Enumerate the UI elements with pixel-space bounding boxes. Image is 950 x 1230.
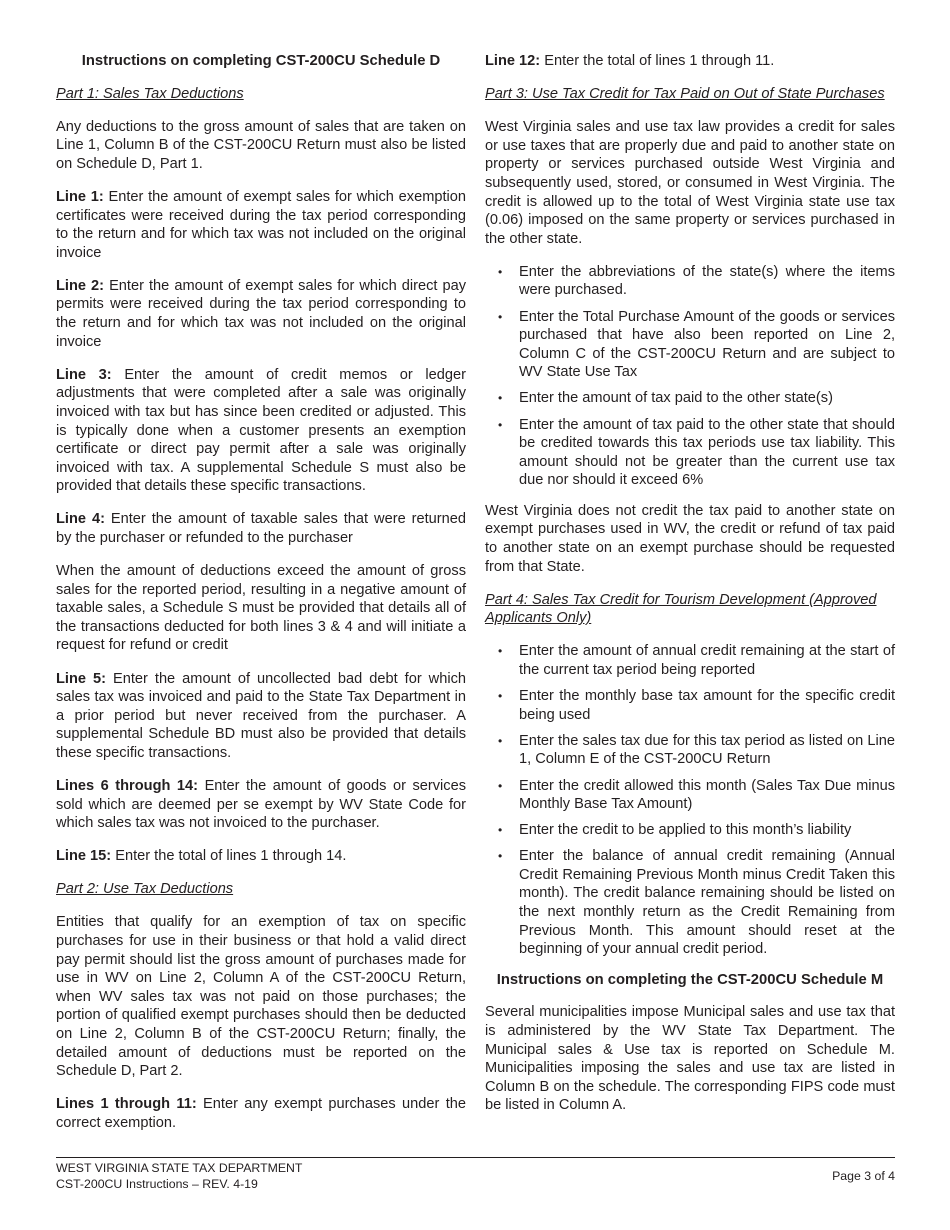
part2-title: Part 2: Use Tax Deductions xyxy=(56,881,234,898)
lines6-14-paragraph xyxy=(56,777,466,833)
line1-label: Line 1: xyxy=(56,188,104,205)
line5-label: Line 5: xyxy=(56,670,106,687)
line15-text: Enter the total of lines 1 through 14. xyxy=(115,848,347,865)
line1-paragraph xyxy=(56,188,466,262)
part3-note: West Virginia does not credit the tax paid to another state on exempt purchases used in WV, the credit or refund of tax paid to another state on an exempt purchase should be requested from that State. xyxy=(485,502,895,575)
line12-paragraph xyxy=(485,52,895,71)
list-item: • Enter the Total Purchase Amount of the goods or services purchased that have also been reported on Line 2, Column C of the CST-200CU Return and are subject to WV State Use Tax xyxy=(485,308,895,382)
line2-paragraph xyxy=(56,277,466,351)
list-item: • Enter the amount of tax paid to the other state(s) xyxy=(485,389,895,408)
part1-intro: Any deductions to the gross amount of sales that are taken on Line 1, Column B of the CST-200CU Return must also be listed on Schedule D, Part 1. xyxy=(56,118,466,172)
list-item: • Enter the amount of annual credit remaining at the start of the current tax period being reported xyxy=(485,642,895,679)
line12-label: Line 12: xyxy=(485,53,541,69)
list-item: • Enter the credit to be applied to this month’s liability xyxy=(485,821,895,840)
part2-intro: Entities that qualify for an exemption of tax on specific purchases for use in their business or that hold a valid direct pay permit should list the gross amount of purchases made for use in WV on Line 2, Column A of the CST-200CU Return, when WV sales tax was not paid on those purchases; the portion of qualified exempt purchases should then be deducted on Line 2, Column B of the CST-200CU Return; finally, the detailed amount of deductions must be reported on the Schedule D, Part 2. xyxy=(56,914,466,1080)
list-item: • Enter the monthly base tax amount for the specific credit being used xyxy=(485,687,895,724)
footer-divider xyxy=(56,1157,895,1158)
deductions-note: When the amount of deductions exceed the amount of gross sales for the reported period, resulting in a negative amount of taxable sales, a Schedule S must be provided that details all of the transactions deducted for both lines 3 & 4 and will initiate a request for refund or credit xyxy=(56,563,466,654)
line5-paragraph xyxy=(56,670,466,763)
schedule-m-text: Several municipalities impose Municipal sales and use tax that is administered by the WV State Tax Department. The Municipal sales & Use tax is reported on Schedule M. Municipalities imposing the sales and use tax are listed in Column B on the schedule. The corresponding FIPS code must be listed in Column A. xyxy=(485,1004,895,1114)
part4-bullet-list xyxy=(485,642,895,958)
list-item: • Enter the sales tax due for this tax period as listed on Line 1, Column E of the CST-200CU Return xyxy=(485,732,895,769)
list-item: • Enter the abbreviations of the state(s) where the items were purchased. xyxy=(485,263,895,300)
line4-text: Enter the amount of taxable sales that were returned by the purchaser or refunded to the purchaser xyxy=(56,511,466,546)
lines6-14-label: Lines 6 through 14: xyxy=(56,778,199,794)
schedule-d-heading: Instructions on completing CST-200CU Schedule D xyxy=(81,53,441,69)
page-number: Page 3 of 4 xyxy=(832,1169,895,1183)
line4-label: Line 4: xyxy=(56,511,105,528)
line15-label: Line 15: xyxy=(56,848,112,865)
line3-label: Line 3: xyxy=(56,366,112,383)
line1-text: Enter the amount of exempt sales for which exemption certificates were received during the tax period corresponding to the return and for which tax was not included on the original invoice xyxy=(56,188,466,261)
lines1-11-text: Enter any exempt purchases under the correct exemption. xyxy=(56,1096,466,1131)
line3-paragraph xyxy=(56,366,466,496)
lines1-11-paragraph xyxy=(56,1095,466,1132)
line4-paragraph xyxy=(56,510,466,547)
part3-bullet-list xyxy=(485,263,895,490)
line12-text: Enter the total of lines 1 through 11. xyxy=(544,53,775,69)
list-item: • Enter the credit allowed this month (Sales Tax Due minus Monthly Base Tax Amount) xyxy=(485,777,895,814)
part1-title: Part 1: Sales Tax Deductions xyxy=(56,85,244,102)
list-item: • Enter the amount of tax paid to the other state that should be credited towards this tax periods use tax liability. This amount should not be greater than the current use tax due nor should it exceed 6% xyxy=(485,416,895,490)
part3-title: Part 3: Use Tax Credit for Tax Paid on Out of State Purchases xyxy=(485,86,885,103)
schedule-m-heading: Instructions on completing the CST-200CU Schedule M xyxy=(496,971,884,988)
list-item: • Enter the balance of annual credit remaining (Annual Credit Remaining Previous Month minus Credit Taken this month). The credit balance remaining should be listed on the next monthly return as the Credit Remaining from Previous Month. This amount should reset at the beginning of your annual credit period. xyxy=(485,847,895,959)
lines1-11-label: Lines 1 through 11: xyxy=(56,1096,197,1113)
right-column xyxy=(485,52,895,1130)
line2-label: Line 2: xyxy=(56,277,105,294)
footer-form-revision: CST-200CU Instructions – REV. 4-19 xyxy=(56,1176,258,1191)
lines6-14-text: Enter the amount of goods or services sold which are deemed per se exempt by WV State Code for which sales tax was not invoiced to the purchaser. xyxy=(56,778,466,832)
line3-text: Enter the amount of credit memos or ledger adjustments that were completed after a sale was originally invoiced with tax but has since been credited or adjusted. This is typically done when a customer presents an exemption certificate or direct pay permit after a sale was originally invoiced with tax. A supplemental Schedule S must also be provided that details these specific transactions. xyxy=(56,366,467,495)
footer-left xyxy=(56,1161,302,1192)
line15-paragraph xyxy=(56,847,466,866)
left-column xyxy=(56,52,466,1147)
footer-department: WEST VIRGINIA STATE TAX DEPARTMENT xyxy=(56,1161,303,1175)
part3-intro: West Virginia sales and use tax law provides a credit for sales or use taxes that are properly due and paid to another state on property or services purchased outside West Virginia and subsequently used, stored, or consumed in West Virginia. The credit is allowed up to the total of West Virginia state use tax (0.06) imposed on the same property or services purchased in the other state. xyxy=(485,119,895,247)
part4-title: Part 4: Sales Tax Credit for Tourism Development (Approved Applicants Only) xyxy=(485,591,877,627)
line5-text: Enter the amount of uncollected bad debt for which sales tax was invoiced and paid to the State Tax Department in a prior period but never received from the purchaser. A supplemental Schedule BD must also be provided that details these specific transactions. xyxy=(56,670,466,761)
line2-text: Enter the amount of exempt sales for which direct pay permits were received during the tax period corresponding to the return and for which tax was not included on the original invoice xyxy=(56,277,466,350)
